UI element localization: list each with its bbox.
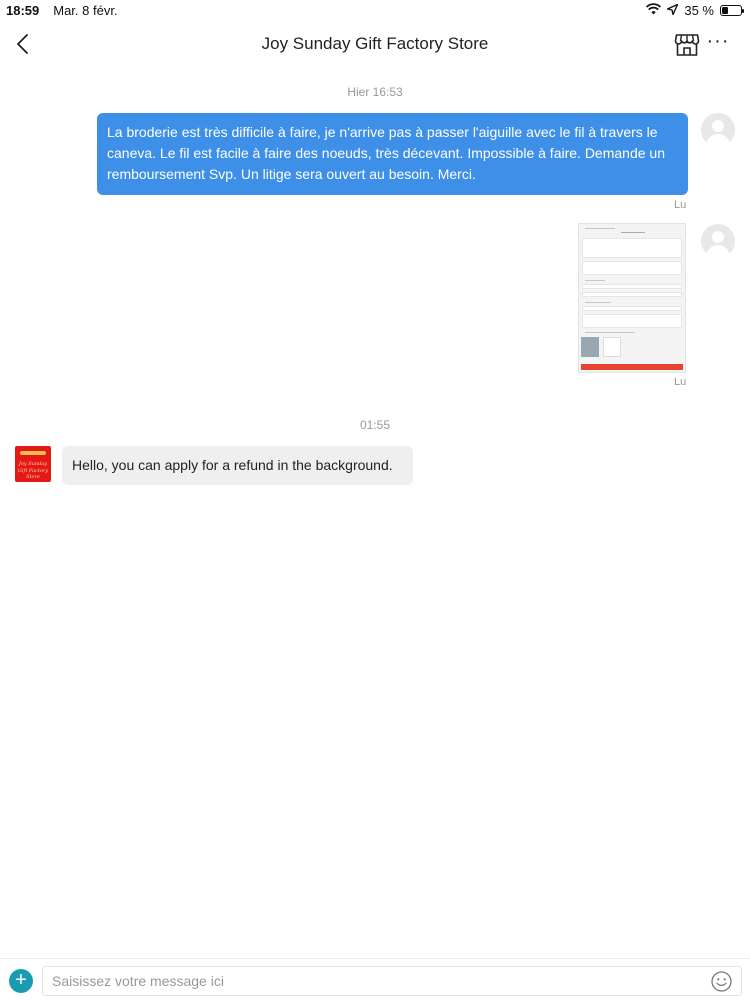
add-attachment-button[interactable] xyxy=(9,969,33,993)
storefront-icon xyxy=(674,31,700,57)
message-timestamp: Hier 16:53 xyxy=(347,85,403,99)
user-avatar xyxy=(701,224,735,258)
location-arrow-icon xyxy=(667,3,678,18)
read-receipt: Lu xyxy=(674,199,687,211)
store-button[interactable] xyxy=(674,31,700,57)
shop-avatar[interactable] xyxy=(15,446,51,482)
more-options-button[interactable] xyxy=(706,30,730,56)
read-receipt: Lu xyxy=(674,376,687,388)
page-title: Joy Sunday Gift Factory Store xyxy=(261,34,489,53)
incoming-message-bubble[interactable]: Hello, you can apply for a refund in the background. xyxy=(62,446,413,485)
emoji-button[interactable] xyxy=(711,971,732,992)
battery-icon xyxy=(720,5,742,16)
status-time: 18:59 xyxy=(6,3,40,18)
user-avatar xyxy=(701,113,735,147)
smiley-icon xyxy=(711,971,732,992)
shop-logo-line-1: Joy Sunday xyxy=(18,461,48,467)
status-bar xyxy=(0,0,750,22)
shop-logo-line-2: Gift Factory Store xyxy=(17,468,49,480)
message-input-bar xyxy=(0,958,750,1000)
plus-icon: + xyxy=(15,969,27,991)
more-icon: ··· xyxy=(706,30,730,52)
chat-header xyxy=(0,22,750,68)
image-message-thumbnail[interactable] xyxy=(578,223,686,373)
wifi-icon xyxy=(646,3,661,18)
message-timestamp: 01:55 xyxy=(359,418,391,432)
message-input[interactable] xyxy=(42,966,742,996)
status-date: Mar. 8 févr. xyxy=(53,3,118,18)
outgoing-message-bubble[interactable]: La broderie est très difficile à faire, je n'arrive pas à passer l'aiguille avec le fil à travers le caneva. Le fil est facile à faire des noeuds, très décevant. Impossible à faire. Demande un remboursement Svp. Un litige sera ouvert au besoin. Merci. xyxy=(97,113,688,195)
battery-percent: 35 % xyxy=(684,3,714,18)
